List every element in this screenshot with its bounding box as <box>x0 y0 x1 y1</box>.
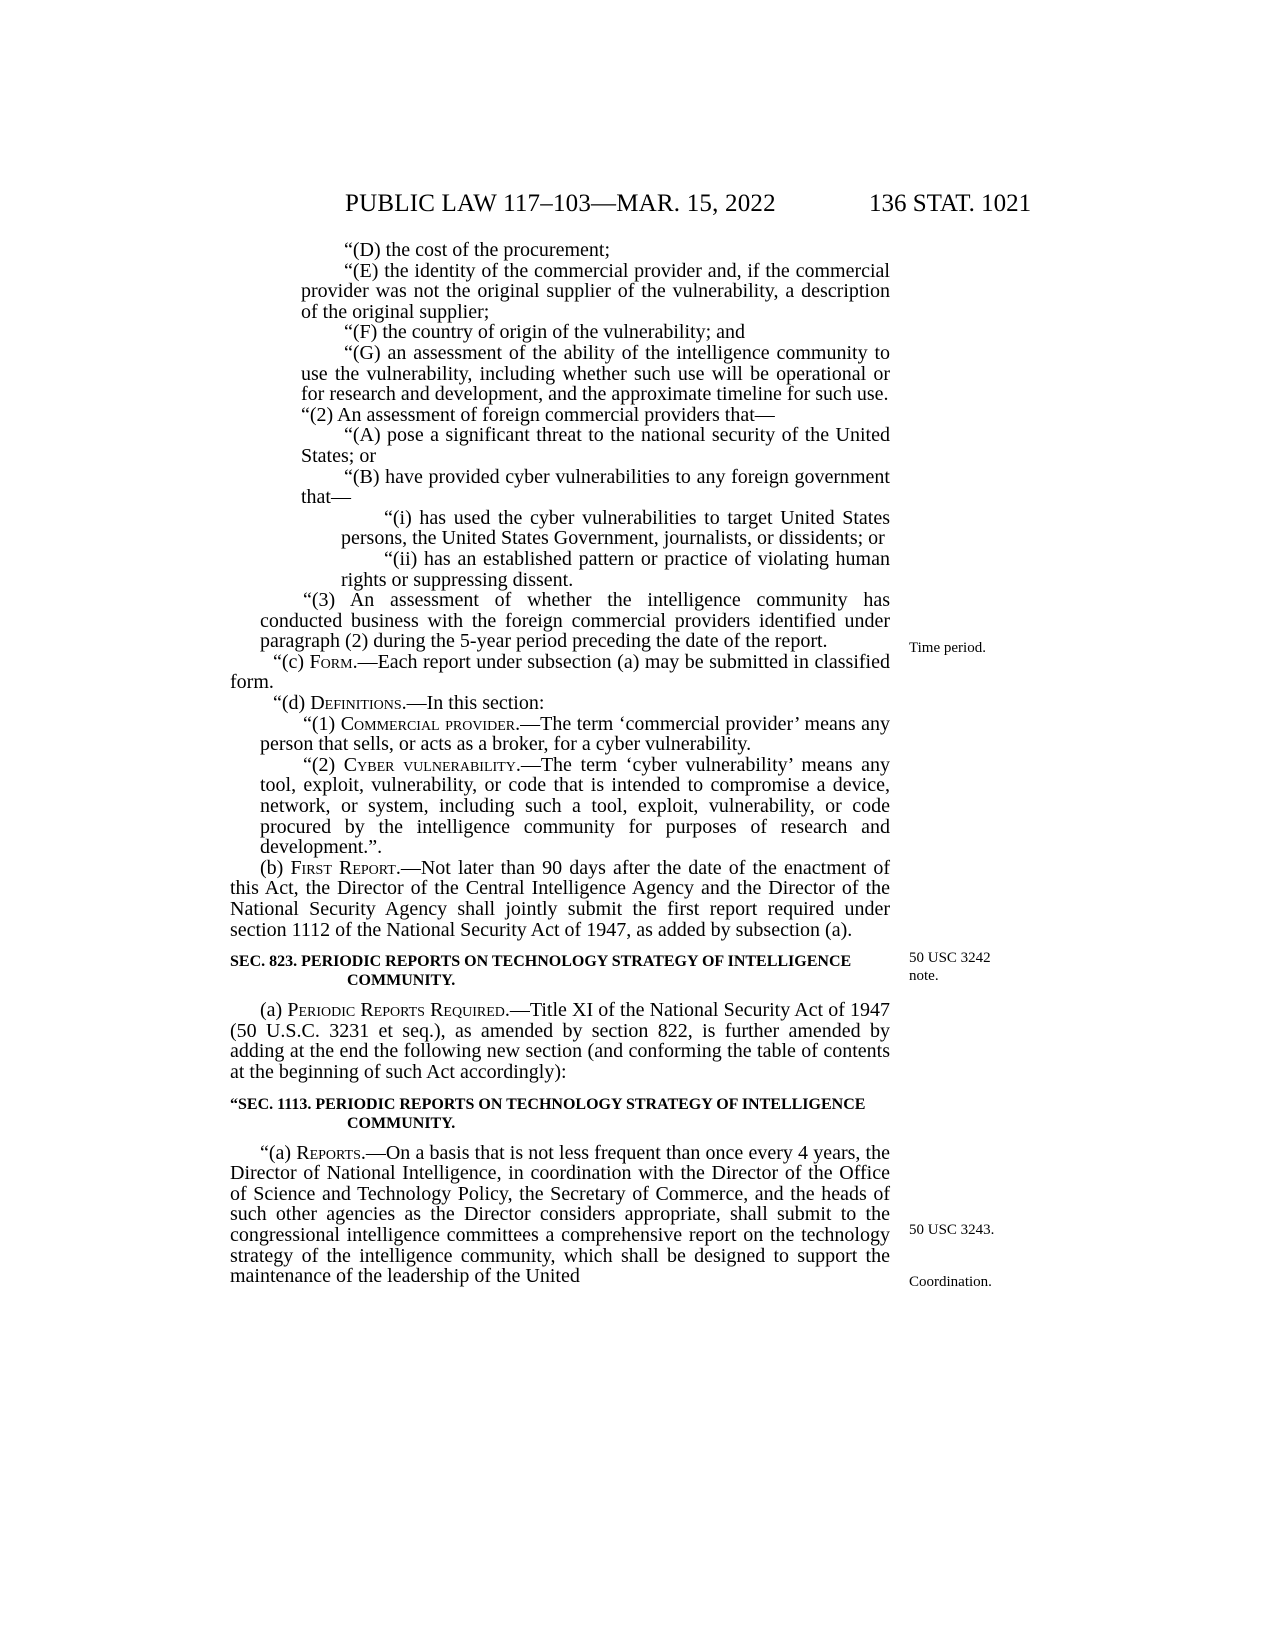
paragraph-3: “(3) An assessment of whether the intelligence community has conducted business with the foreign commercial providers identified under paragraph (2) during the 5-year period preceding the date of the report. <box>260 589 890 653</box>
section-1113-subsection-a <box>230 1143 890 1287</box>
subsection-c-heading: Form <box>309 650 353 673</box>
margin-note-50-usc-3243: 50 USC 3243. <box>909 1222 995 1238</box>
running-header-title: PUBLIC LAW 117–103—MAR. 15, 2022 <box>345 190 776 217</box>
definition-1 <box>230 714 890 755</box>
paragraph-2-b-i: “(i) has used the cyber vulnerabilities to target United States persons, the United States Government, journalists, or dissidents; or <box>341 506 890 550</box>
paragraph-2-b: “(B) have provided cyber vulnerabilities to any foreign government that— <box>301 465 890 509</box>
margin-note-coordination: Coordination. <box>909 1274 992 1290</box>
margin-note-time-period: Time period. <box>909 640 986 656</box>
subsection-c-body: .—Each report under subsection (a) may be submitted in classified form. <box>230 650 890 694</box>
definition-2-body: .—The term ‘cyber vulnerability’ means any tool, exploit, vulnerability, or code that is intended to compromise a device, network, or system, including such a tool, exploit, vulnerability, or code procured by the intelligence community for purposes of research and development.”. <box>260 753 890 859</box>
section-1113-heading: “SEC. 1113. PERIODIC REPORTS ON TECHNOLOGY STRATEGY OF INTELLIGENCE COMMUNITY. <box>230 1095 866 1132</box>
clause-d: “(D) the cost of the procurement; <box>344 239 611 261</box>
reports-prefix: “(a) <box>260 1141 297 1164</box>
subsection-d-body: .—In this section: <box>401 692 545 715</box>
definition-1-heading: Commercial provider <box>340 712 516 735</box>
definition-2-prefix: “(2) <box>303 753 344 776</box>
subsection-d <box>230 693 890 714</box>
subsection-b-first-report <box>230 858 890 940</box>
page-body <box>230 240 890 1287</box>
subsection-c <box>230 652 890 693</box>
subsection-a-heading: Periodic Reports Required <box>287 999 505 1022</box>
subsection-d-heading: Definitions <box>310 692 402 715</box>
paragraph-2: “(2) An assessment of foreign commercial providers that— <box>301 403 775 426</box>
subsection-a-periodic-reports <box>230 1000 890 1082</box>
subsection-d-prefix: “(d) <box>273 692 311 715</box>
running-header-page-number: 136 STAT. 1021 <box>869 190 1032 217</box>
definition-1-body: .—The term ‘commercial provider’ means any person that sells, or acts as a broker, for a cyber vulnerability. <box>260 712 891 756</box>
definition-2-heading: Cyber vulnerability <box>343 753 516 776</box>
subsection-a-prefix: (a) <box>260 999 288 1022</box>
reports-body: .—On a basis that is not less frequent than once every 4 years, the Director of National Intelligence, in coordination with the Director of the Office of Science and Technology Policy, the Secretary of Commerce, and the heads of such other agencies as the Director considers appropriate, shall submit to the congressional intelligence committees a comprehensive report on the technology strategy of the intelligence community, which shall be designed to support the maintenance of the leadership of the United <box>230 1141 890 1288</box>
subsection-b-prefix: (b) <box>260 856 291 879</box>
subsection-c-prefix: “(c) <box>273 650 310 673</box>
definition-2 <box>230 755 890 858</box>
definition-1-prefix: “(1) <box>303 712 341 735</box>
subsection-b-heading: First Report <box>290 856 396 879</box>
subsection-b-body: .—Not later than 90 days after the date of the enactment of this Act, the Director of the Central Intelligence Agency and the Director of the National Security Agency shall jointly submit the first report required under section 1112 of the National Security Act of 1947, as added by subsection (a). <box>230 856 890 941</box>
paragraph-2-b-ii: “(ii) has an established pattern or practice of violating human rights or suppressing dissent. <box>341 547 890 591</box>
paragraph-2-a: “(A) pose a significant threat to the national security of the United States; or <box>301 424 890 467</box>
reports-heading: Reports <box>296 1141 361 1164</box>
margin-note-50-usc-3242: 50 USC 3242 <box>909 950 991 966</box>
clause-f: “(F) the country of origin of the vulnerability; and <box>344 321 746 344</box>
section-823-heading: SEC. 823. PERIODIC REPORTS ON TECHNOLOGY STRATEGY OF INTELLIGENCE COMMUNITY. <box>230 953 852 990</box>
clause-g: “(G) an assessment of the ability of the intelligence community to use the vulnerability, including whether such use will be operational or for research and development, and the approximate timeline for such use. <box>301 341 890 406</box>
margin-note-note: note. <box>909 968 939 984</box>
subsection-a-body: .—Title XI of the National Security Act of 1947 (50 U.S.C. 3231 et seq.), as amended by section 822, is further amended by adding at the end the following new section (and conforming the table of contents at the beginning of such Act accordingly): <box>230 999 891 1083</box>
clause-e: “(E) the identity of the commercial provider and, if the commercial provider was not the original supplier of the vulnerability, a description of the original supplier; <box>301 259 890 323</box>
